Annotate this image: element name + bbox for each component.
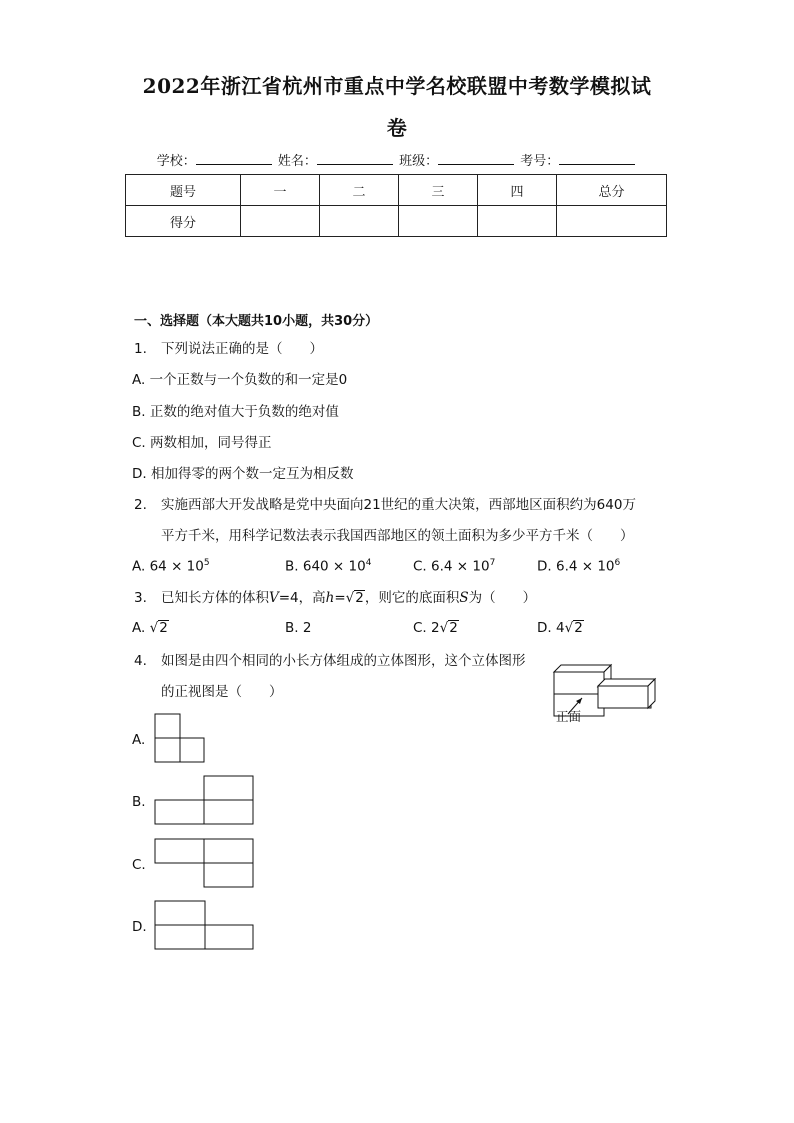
option-coefficient: 2 [431, 620, 440, 636]
option-b: B. [132, 794, 146, 810]
school-label: 学校： [156, 154, 196, 169]
page-title: 2022年浙江省杭州市重点中学名校联盟中考数学模拟试 [142, 74, 652, 98]
option-d: D. 相加得零的两个数一定互为相反数 [132, 466, 354, 482]
option-d: D. [132, 919, 147, 935]
option-d [537, 558, 620, 575]
score-header-cell: 三 [399, 175, 478, 206]
sqrt-icon: √ [439, 620, 449, 636]
stem-text: =4，高 [278, 590, 326, 606]
option-c-figure [154, 838, 256, 890]
option-c: C. 两数相加，同号得正 [132, 435, 272, 451]
number-blank[interactable] [559, 152, 635, 165]
option-a [132, 558, 210, 575]
radicand: 2 [355, 590, 364, 606]
option-coefficient: 4 [555, 620, 565, 636]
radicand: 2 [449, 620, 458, 636]
score-cell[interactable] [478, 206, 557, 237]
option-exponent: 5 [203, 558, 210, 568]
score-header-cell: 二 [320, 175, 399, 206]
page-title-line2: 卷 [386, 116, 408, 140]
stem-text: 已知长方体的体积 [161, 590, 269, 606]
question-stem-line2: 的正视图是（ ） [161, 684, 283, 700]
option-a: A. 一个正数与一个负数的和一定是0 [132, 372, 348, 388]
option-c [413, 620, 459, 636]
option-b [285, 558, 371, 575]
option-value: 6.4 × 10 [431, 558, 490, 575]
question-number: 1. [134, 341, 147, 357]
score-row-label: 得分 [126, 206, 241, 237]
score-table [125, 174, 667, 237]
option-a: A. [132, 732, 146, 748]
option-prefix: D. [537, 558, 552, 575]
score-cell[interactable] [320, 206, 399, 237]
option-d-figure [154, 900, 256, 952]
student-info-line [0, 150, 794, 169]
option-exponent: 6 [614, 558, 621, 568]
variable-v: V [269, 590, 279, 606]
question-number: 3. [134, 590, 147, 606]
option-prefix: B. [285, 620, 299, 636]
name-label: 姓名： [277, 154, 317, 169]
sqrt-icon: √ [149, 620, 159, 636]
option-prefix: D. [537, 620, 552, 636]
sqrt-icon: √ [345, 590, 355, 606]
option-exponent: 4 [365, 558, 372, 568]
option-c [413, 558, 495, 575]
option-prefix: A. [132, 620, 146, 636]
score-cell[interactable] [241, 206, 320, 237]
name-blank[interactable] [317, 152, 393, 165]
option-c: C. [132, 857, 146, 873]
question-number: 4. [134, 653, 147, 669]
variable-s: S [459, 590, 469, 606]
option-b: B. 正数的绝对值大于负数的绝对值 [132, 404, 339, 420]
question-stem: 实施西部大开发战略是党中央面向21世纪的重大决策，西部地区面积约为640万 [161, 497, 636, 513]
question-stem-line2: 平方千米，用科学记数法表示我国西部地区的领土面积为多少平方千米（ ） [161, 528, 634, 544]
front-label: 正面 [556, 709, 582, 724]
option-prefix: B. [285, 558, 299, 575]
question-stem: 下列说法正确的是（ ） [161, 341, 323, 357]
score-header-cell: 四 [478, 175, 557, 206]
option-b-figure [154, 775, 256, 827]
option-prefix: A. [132, 558, 146, 575]
number-label: 考号： [520, 154, 560, 169]
option-d [537, 620, 584, 636]
stem-text: = [334, 590, 346, 606]
option-a [132, 620, 169, 636]
option-prefix: C. [413, 558, 427, 575]
stem-text: 为（ ） [468, 590, 537, 606]
radicand: 2 [159, 620, 168, 636]
stem-text: ，则它的底面积 [364, 590, 460, 606]
score-table-score-row [126, 206, 667, 237]
question-stem: 如图是由四个相同的小长方体组成的立体图形，这个立体图形 [161, 653, 526, 669]
option-value: 6.4 × 10 [555, 558, 615, 575]
option-value: 64 × 10 [149, 558, 204, 575]
option-prefix: C. [413, 620, 427, 636]
question-stem [161, 589, 536, 607]
variable-h: h [325, 590, 335, 606]
sqrt-icon: √ [564, 620, 574, 636]
score-header-cell: 总分 [557, 175, 667, 206]
option-b [285, 620, 311, 636]
score-cell[interactable] [399, 206, 478, 237]
score-header-cell: 题号 [126, 175, 241, 206]
question-number: 2. [134, 497, 147, 513]
option-value: 640 × 10 [302, 558, 366, 575]
section-heading: 一、选择题（本大题共10小题，共30分） [134, 314, 379, 329]
option-a-figure [154, 713, 206, 765]
class-blank[interactable] [438, 152, 514, 165]
option-value: 2 [302, 620, 312, 636]
score-table-header-row [126, 175, 667, 206]
score-header-cell: 一 [241, 175, 320, 206]
score-cell[interactable] [557, 206, 667, 237]
option-exponent: 7 [489, 558, 496, 568]
class-label: 班级： [399, 154, 439, 169]
school-blank[interactable] [196, 152, 272, 165]
radicand: 2 [574, 620, 583, 636]
